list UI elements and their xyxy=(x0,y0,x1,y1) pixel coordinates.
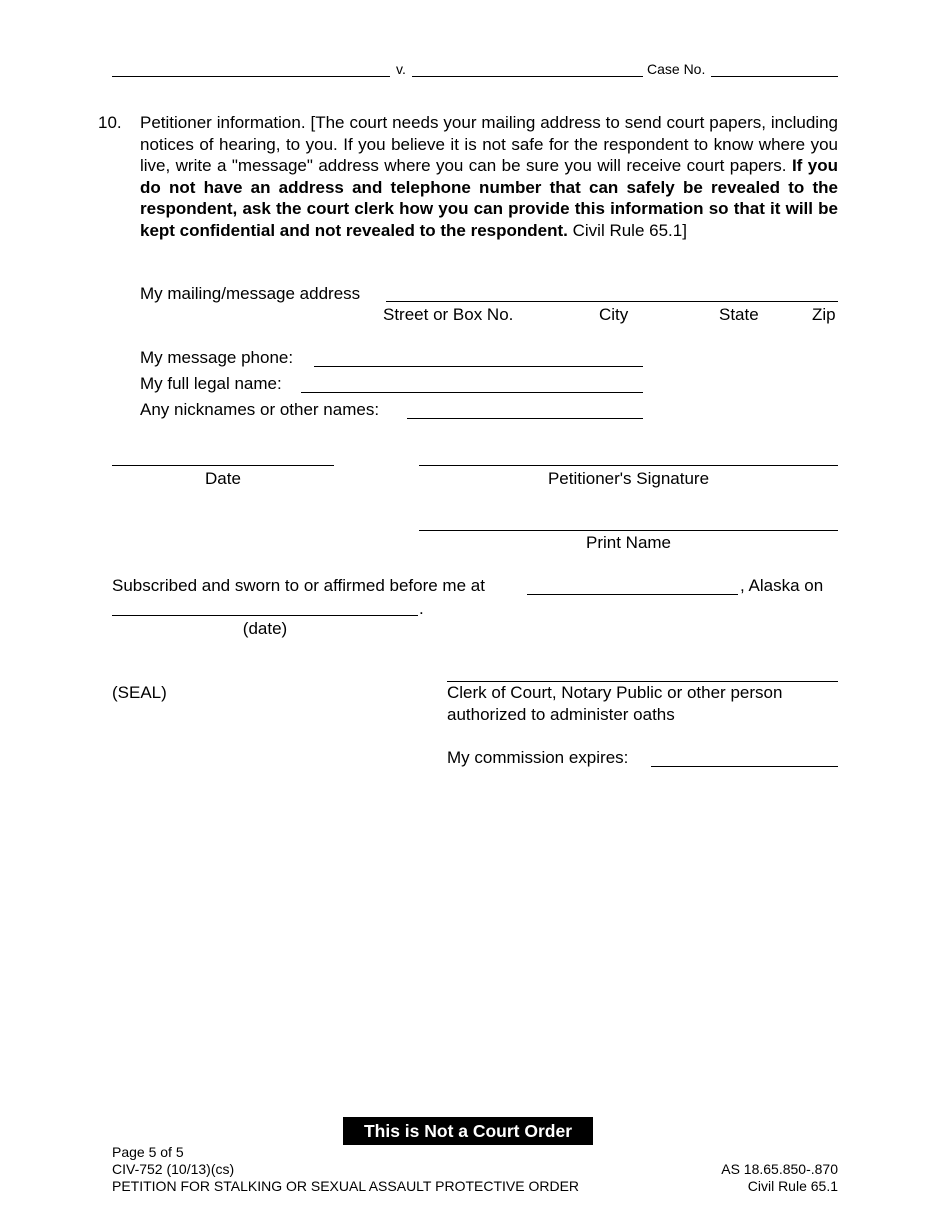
commission-expires-line[interactable] xyxy=(651,766,838,767)
petitioner-name-line[interactable] xyxy=(112,76,390,77)
clerk-signature-line[interactable] xyxy=(447,681,838,682)
versus-label: v. xyxy=(396,61,406,77)
case-number-label: Case No. xyxy=(647,61,706,77)
civil-rule-reference: Civil Rule 65.1 xyxy=(747,1178,838,1194)
full-legal-name-line[interactable] xyxy=(301,392,643,393)
page-number: Page 5 of 5 xyxy=(112,1144,184,1160)
print-name-caption: Print Name xyxy=(585,533,672,552)
nicknames-label: Any nicknames or other names: xyxy=(140,400,380,419)
print-name-line[interactable] xyxy=(419,530,838,531)
message-phone-label: My message phone: xyxy=(140,348,294,367)
oath-location-line[interactable] xyxy=(527,594,738,595)
commission-expires-label: My commission expires: xyxy=(447,748,629,767)
seal-label: (SEAL) xyxy=(112,683,167,702)
case-number-line[interactable] xyxy=(711,76,838,77)
form-title: PETITION FOR STALKING OR SEXUAL ASSAULT PROTECTIVE ORDER xyxy=(112,1178,580,1194)
oath-date-line[interactable] xyxy=(112,615,418,616)
petitioner-information-paragraph xyxy=(140,112,838,241)
intro-text: Petitioner information. [The court needs your mailing address to send court papers, including notices of hearing, to you. If you believe it is not safe for the respondent to know where you live, write a "message" address where you can be sure you will receive court papers. xyxy=(140,113,838,175)
oath-period: . xyxy=(419,599,424,618)
rule-reference-text: Civil Rule 65.1] xyxy=(572,220,687,240)
full-legal-name-label: My full legal name: xyxy=(140,374,282,393)
statute-reference: AS 18.65.850-.870 xyxy=(721,1161,838,1177)
not-a-court-order-banner: This is Not a Court Order xyxy=(343,1117,593,1145)
message-phone-line[interactable] xyxy=(314,366,643,367)
clerk-caption-line1: Clerk of Court, Notary Public or other person xyxy=(447,683,783,702)
form-id: CIV-752 (10/13)(cs) xyxy=(112,1161,235,1177)
oath-date-caption: (date) xyxy=(242,619,288,638)
street-caption: Street or Box No. xyxy=(383,305,514,324)
zip-caption: Zip xyxy=(812,305,836,324)
nicknames-line[interactable] xyxy=(407,418,643,419)
mailing-address-line[interactable] xyxy=(386,301,838,302)
section-number: 10. xyxy=(98,113,122,132)
oath-alaska-text: , Alaska on xyxy=(740,576,824,595)
confidential-warning-text: If you do not have an address and telephone number that can safely be revealed to the respondent, ask the court clerk how you can provide this information so that it will be kept confidential and not revealed to the respondent. xyxy=(140,156,838,240)
date-caption: Date xyxy=(205,469,241,488)
state-caption: State xyxy=(719,305,759,324)
mailing-address-label: My mailing/message address xyxy=(140,284,361,303)
oath-text: Subscribed and sworn to or affirmed before me at xyxy=(112,576,485,595)
clerk-caption-line2: authorized to administer oaths xyxy=(447,705,675,724)
date-line[interactable] xyxy=(112,465,334,466)
petitioner-signature-line[interactable] xyxy=(419,465,838,466)
petitioner-signature-caption: Petitioner's Signature xyxy=(547,469,710,488)
city-caption: City xyxy=(599,305,629,324)
respondent-name-line[interactable] xyxy=(412,76,643,77)
